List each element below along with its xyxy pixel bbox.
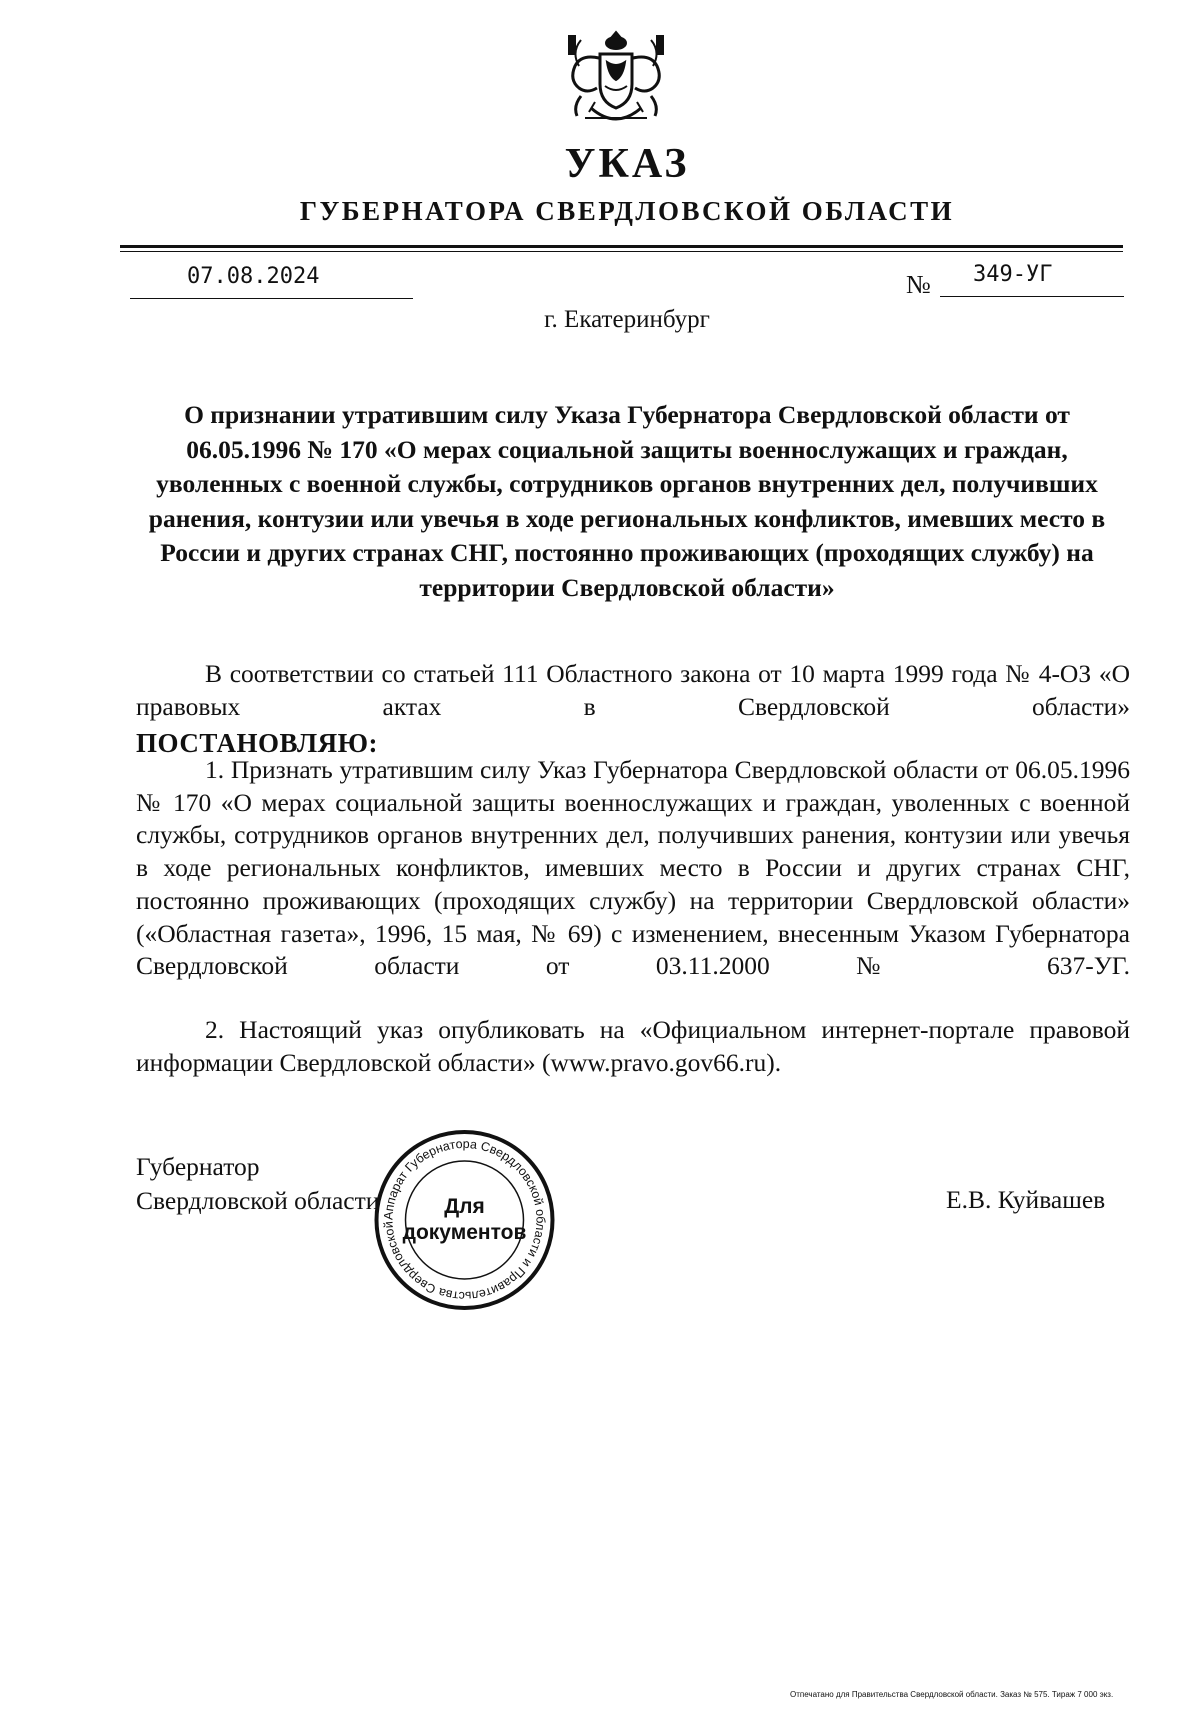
signer-position-line-2: Свердловской области (136, 1186, 380, 1215)
decree-heading: О признании утратившим силу Указа Губернатора Свердловской области от 06.05.1996 № 170 «О мерах социальной защиты военнослужащих и граждан, уволенных с военной службы, сотрудников органов внутренних дел, получивших ранения, контузии или увечья в ходе региональных конфликтов, имевших место в России и других странах СНГ, постоянно проживающих (проходящих службу) на территории Свердловской области» (148, 400, 1106, 602)
stamp-ring-text: Аппарат Губернатора Свердловской области и Правительства Свердловской (381, 1136, 548, 1304)
header-rule-thick (120, 245, 1123, 248)
header-rule-thin (120, 251, 1123, 252)
decree-point-1: 1. Признать утратившим силу Указ Губернатора Свердловской области от 06.05.1996 № 170 «О мерах социальной защиты военнослужащих и граждан, уволенных с военной службы, сотрудников органов внутренних дел, получивших ранения, контузии или увечья в ходе региональных конфликтов, имевших место в России и других странах СНГ, постоянно проживающих (проходящих службу) на территории Свердловской области» («Областная газета», 1996, 15 мая, № 69) с изменением, внесенным Указом Губернатора Свердловской области от 03.11.2000 № 637-УГ. (136, 755, 1130, 981)
number-underline (940, 296, 1124, 297)
decree-number: 349-УГ (973, 262, 1053, 287)
stamp-center-line-1: Для (444, 1195, 485, 1218)
document-issuer: ГУБЕРНАТОРА СВЕРДЛОВСКОЙ ОБЛАСТИ (299, 196, 955, 226)
print-run-note: Отпечатано для Правительства Свердловской области. Заказ № 575. Тираж 7 000 экз. (790, 1690, 1114, 1699)
signer-position-line-1: Губернатор (136, 1152, 260, 1181)
preamble-paragraph: В соответствии со статьей 111 Областного закона от 10 марта 1999 года № 4-ОЗ «О правовых актах в Свердловской области» (136, 659, 1130, 721)
decree-word: ПОСТАНОВЛЯЮ: (136, 728, 378, 758)
number-sign: № (906, 270, 931, 299)
decree-date: 07.08.2024 (187, 264, 320, 289)
official-stamp (372, 1125, 557, 1315)
stamp-center-line-2: документов (402, 1221, 527, 1244)
coat-of-arms-icon (555, 28, 677, 128)
signer-position (136, 1150, 379, 1218)
date-underline (130, 298, 413, 299)
city: г. Екатеринбург (544, 306, 710, 333)
document-title: УКАЗ (564, 141, 690, 187)
decree-point-2: 2. Настоящий указ опубликовать на «Официальном интернет-портале правовой информации Свердловской области» (www.pravo.gov66.ru). (136, 1015, 1130, 1077)
signer-name: Е.В. Куйвашев (946, 1185, 1106, 1214)
